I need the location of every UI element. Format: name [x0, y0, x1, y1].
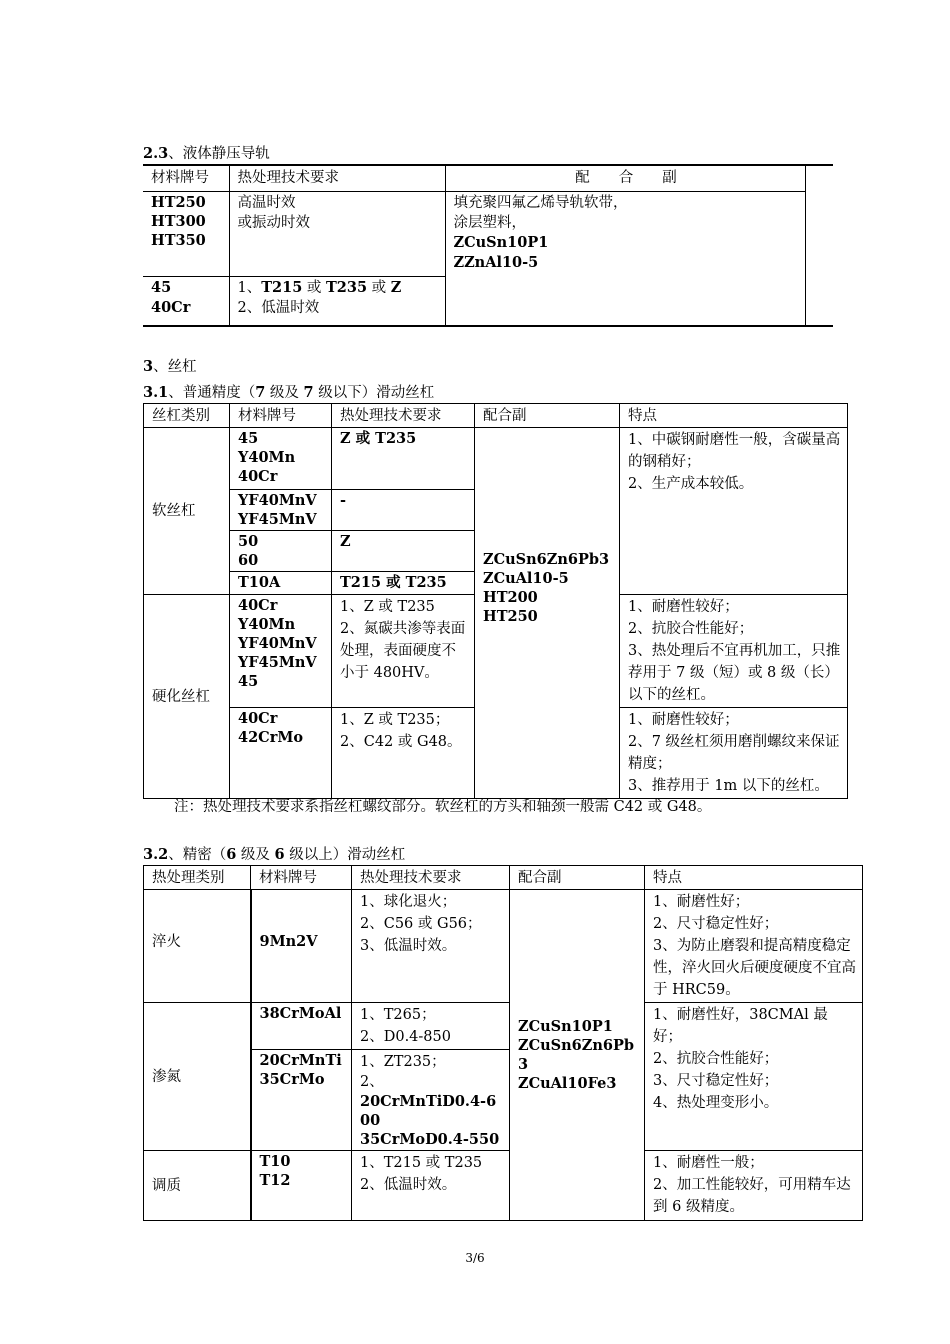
header-material: 材料牌号 [143, 165, 229, 191]
treatment-cell: T215 或 T235 [332, 572, 475, 595]
materials-cell: YF40MnV YF45MnV [230, 490, 332, 531]
treatment-cell: - [332, 490, 475, 531]
materials-cell: 45 40Cr [143, 276, 229, 326]
materials-cell: 40Cr 42CrMo [230, 708, 332, 799]
table-row [144, 1003, 863, 1050]
features-cell: 1、耐磨性较好； 2、7 级丝杠须用磨削螺纹来保证精度； 3、推荐用于 1m 以下的丝杠。 [620, 708, 848, 799]
materials-cell: T10 T12 [251, 1151, 352, 1221]
table-row [144, 404, 848, 428]
materials-cell: 38CrMoAl [251, 1003, 352, 1050]
pair-cell: 填充聚四氟乙烯导轨软带， 涂层塑料， ZCuSn10P1 ZZnAl10-5 [445, 191, 805, 326]
header-treatment: 热处理技术要求 [352, 866, 510, 890]
materials-cell: 9Mn2V [251, 890, 352, 1003]
header-category: 丝杠类别 [144, 404, 230, 428]
treatment-cell: 1、ZT235； 2、 20CrMnTiD0.4-600 35CrMoD0.4-550 [352, 1050, 510, 1151]
treatment-cell: Z [332, 531, 475, 572]
features-cell: 1、中碳钢耐磨性一般，含碳量高的钢稍好； 2、生产成本较低。 [620, 428, 848, 595]
header-pair: 配合副 [475, 404, 620, 428]
treatment-cell: 1、Z 或 T235； 2、C42 或 G48。 [332, 708, 475, 799]
treatment-cell: 1、T265； 2、D0.4-850 [352, 1003, 510, 1050]
table-row [144, 890, 863, 1003]
table-3-1 [143, 403, 848, 799]
table-row [144, 866, 863, 890]
header-features: 特点 [620, 404, 848, 428]
features-cell: 1、耐磨性好； 2、尺寸稳定性好； 3、为防止磨裂和提高精度稳定性，淬火回火后硬度硬度不宜高于 HRC59。 [645, 890, 863, 1003]
materials-cell: 50 60 [230, 531, 332, 572]
category-quench: 淬火 [144, 890, 251, 1003]
table-note: 注：热处理技术要求系指丝杠螺纹部分。软丝杠的方头和轴颈一般需 C42 或 G48。 [174, 799, 712, 815]
treatment-cell: 高温时效 或振动时效 [229, 191, 445, 276]
materials-cell: T10A [230, 572, 332, 595]
header-treatment-category: 热处理类别 [144, 866, 251, 890]
table-row [144, 428, 848, 490]
header-material: 材料牌号 [251, 866, 352, 890]
pair-cell: ZCuSn10P1 ZCuSn6Zn6Pb3 ZCuAl10Fe3 [510, 890, 645, 1221]
materials-cell: 20CrMnTi 35CrMo [251, 1050, 352, 1151]
header-treatment: 热处理技术要求 [332, 404, 475, 428]
pair-cell: ZCuSn6Zn6Pb3 ZCuAl10-5 HT200 HT250 [475, 428, 620, 799]
features-cell: 1、耐磨性一般； 2、加工性能较好，可用精车达到 6 级精度。 [645, 1151, 863, 1221]
header-features: 特点 [645, 866, 863, 890]
category-hard: 硬化丝杠 [144, 595, 230, 799]
table-row [144, 1151, 863, 1221]
page-number: 3/6 [465, 1251, 485, 1265]
materials-cell: 45 Y40Mn 40Cr [230, 428, 332, 490]
header-material: 材料牌号 [230, 404, 332, 428]
header-pair: 配 合 副 [445, 165, 805, 191]
table-row [143, 165, 833, 191]
treatment-cell: 1、Z 或 T235 2、氮碳共渗等表面处理，表面硬度不小于 480HV。 [332, 595, 475, 708]
table-3-2 [143, 865, 863, 1221]
materials-cell: HT250 HT300 HT350 [143, 191, 229, 276]
materials-cell: 40Cr Y40Mn YF40MnV YF45MnV 45 [230, 595, 332, 708]
section-2-3-heading: 2.3、液体静压导轨 [143, 145, 270, 162]
section-3-1-heading: 3.1、普通精度（7 级及 7 级以下）滑动丝杠 [143, 384, 435, 401]
features-cell: 1、耐磨性好，38CMAl 最好； 2、抗胶合性能好； 3、尺寸稳定性好； 4、热处理变形小。 [645, 1003, 863, 1151]
treatment-cell: 1、T215 或 T235 或 Z 2、低温时效 [229, 276, 445, 326]
treatment-cell: Z 或 T235 [332, 428, 475, 490]
table-2-3 [143, 164, 833, 327]
section-3-heading: 3、丝杠 [143, 358, 197, 375]
header-pair: 配合副 [510, 866, 645, 890]
section-3-2-heading: 3.2、精密（6 级及 6 级以上）滑动丝杠 [143, 846, 406, 863]
category-nitride: 渗氮 [144, 1003, 251, 1151]
features-cell: 1、耐磨性较好； 2、抗胶合性能好； 3、热处理后不宜再机加工，只推荐用于 7 级（短）或 8 级（长）以下的丝杠。 [620, 595, 848, 708]
treatment-cell: 1、T215 或 T235 2、低温时效。 [352, 1151, 510, 1221]
category-temper: 调质 [144, 1151, 251, 1221]
table-row [143, 191, 833, 276]
treatment-cell: 1、球化退火； 2、C56 或 G56； 3、低温时效。 [352, 890, 510, 1003]
header-treatment: 热处理技术要求 [229, 165, 445, 191]
category-soft: 软丝杠 [144, 428, 230, 595]
